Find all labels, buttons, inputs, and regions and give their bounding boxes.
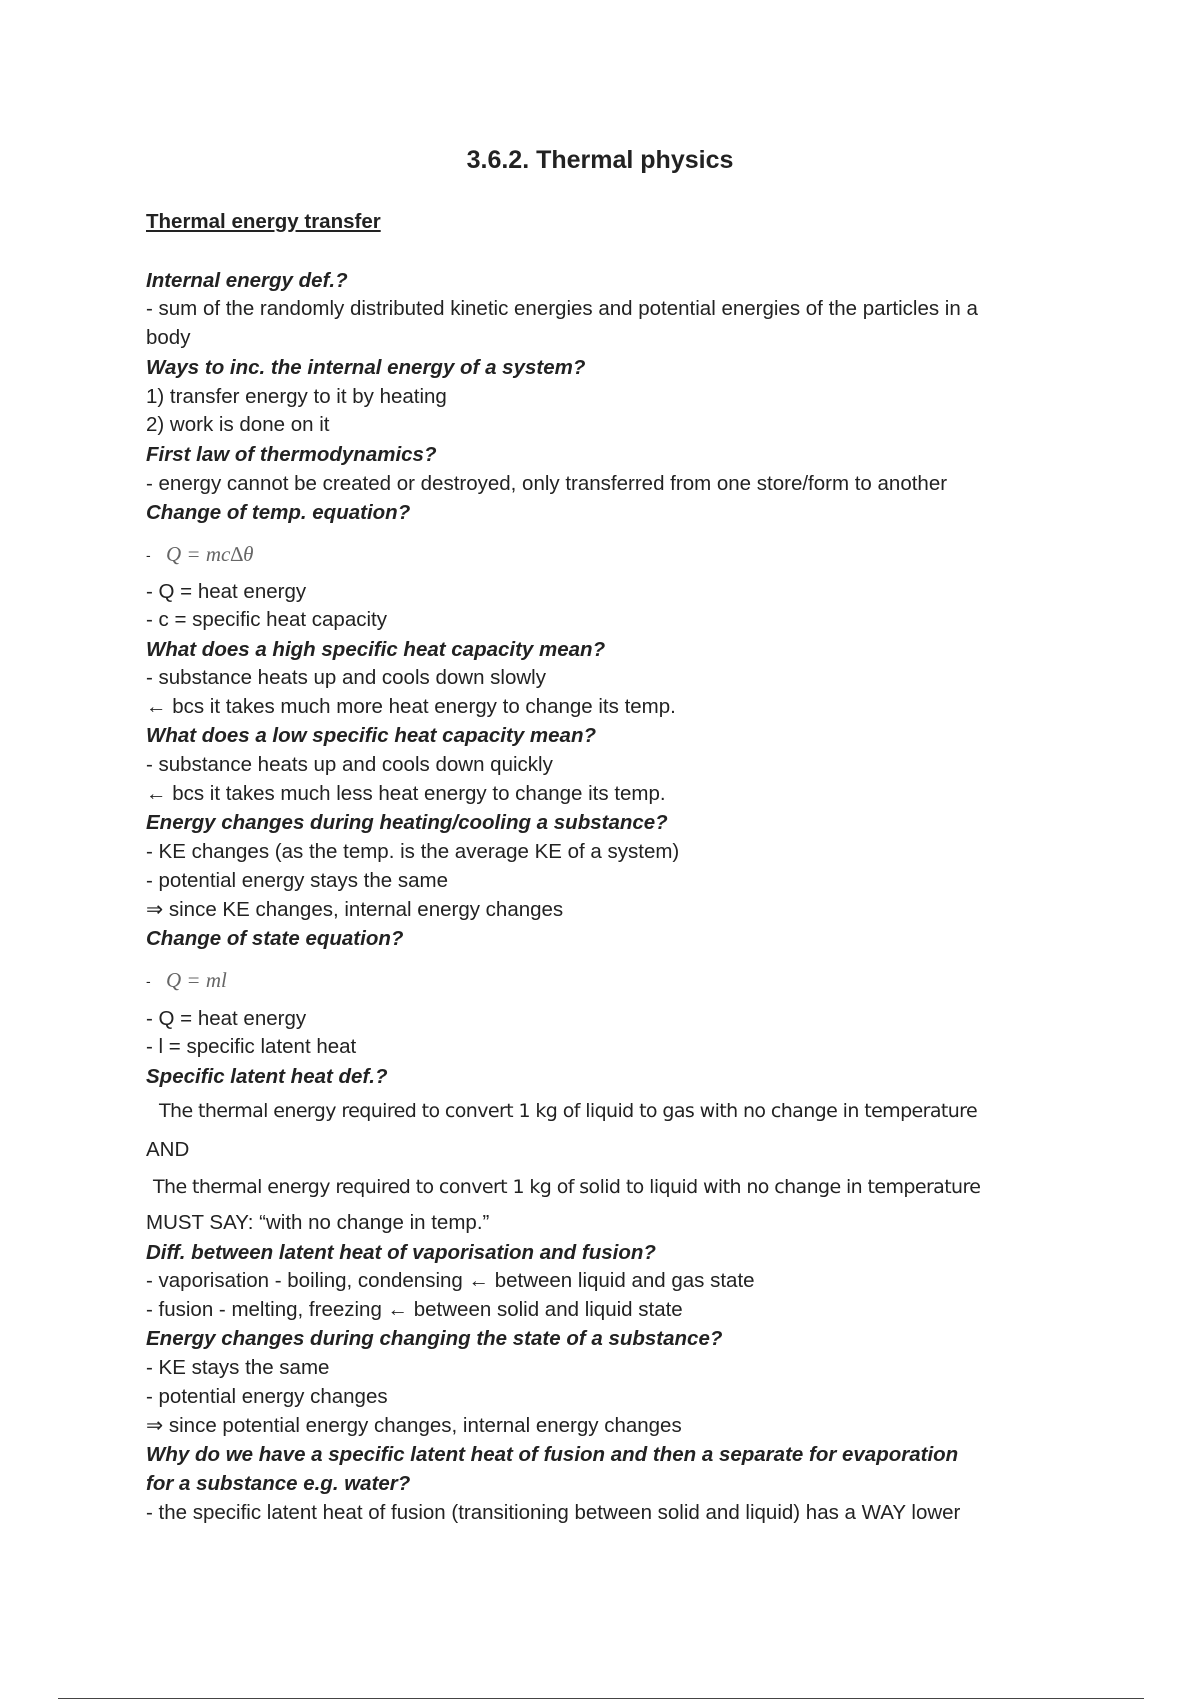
- definition-line: The thermal energy required to convert 1 kg of solid to liquid with no change in temperature: [153, 1176, 981, 1198]
- equation-heat: [146, 541, 254, 568]
- answer-line: 2) work is done on it: [146, 413, 330, 436]
- question-state-change-energy: Energy changes during changing the state of a substance?: [146, 1327, 723, 1350]
- question-heating-cooling: Energy changes during heating/cooling a substance?: [146, 811, 668, 834]
- equation-text: Q = ml: [166, 968, 227, 992]
- question-fusion-evaporation-cont: for a substance e.g. water?: [146, 1472, 411, 1495]
- question-latent-def: Specific latent heat def.?: [146, 1065, 388, 1088]
- equation-latent: [146, 967, 227, 994]
- answer-line: - c = specific heat capacity: [146, 608, 387, 631]
- answer-line: - l = specific latent heat: [146, 1035, 357, 1058]
- question-internal-energy: Internal energy def.?: [146, 269, 348, 292]
- question-low-shc: What does a low specific heat capacity mean?: [146, 724, 596, 747]
- answer-line: AND: [146, 1138, 190, 1161]
- question-high-shc: What does a high specific heat capacity mean?: [146, 638, 606, 661]
- answer-line: - substance heats up and cools down slowly: [146, 666, 546, 689]
- answer-line: 1) transfer energy to it by heating: [146, 385, 447, 408]
- answer-line: ← bcs it takes much more heat energy to change its temp.: [146, 695, 676, 718]
- answer-line: - Q = heat energy: [146, 580, 307, 603]
- answer-line: - Q = heat energy: [146, 1007, 307, 1030]
- question-state-equation: Change of state equation?: [146, 927, 404, 950]
- answer-line: ⇒ since potential energy changes, internal energy changes: [146, 1414, 682, 1437]
- question-vaporisation-fusion: Diff. between latent heat of vaporisation and fusion?: [146, 1241, 656, 1264]
- page-title: 3.6.2. Thermal physics: [466, 146, 734, 174]
- answer-line: - vaporisation - boiling, condensing ← between liquid and gas state: [146, 1269, 755, 1292]
- answer-line: - KE changes (as the temp. is the average KE of a system): [146, 840, 680, 863]
- answer-line: body: [146, 326, 191, 349]
- answer-line: - energy cannot be created or destroyed, only transferred from one store/form to another: [146, 472, 948, 495]
- question-temp-equation: Change of temp. equation?: [146, 501, 411, 524]
- answer-line: - potential energy changes: [146, 1385, 388, 1408]
- answer-line: - fusion - melting, freezing ← between solid and liquid state: [146, 1298, 683, 1321]
- question-fusion-evaporation: Why do we have a specific latent heat of fusion and then a separate for evaporation: [146, 1443, 959, 1466]
- answer-line: - potential energy stays the same: [146, 869, 448, 892]
- equation-bullet: -: [146, 973, 151, 989]
- page-bottom-rule: [58, 1698, 1144, 1699]
- answer-line: - the specific latent heat of fusion (transitioning between solid and liquid) has a WAY lower: [146, 1501, 961, 1524]
- equation-text: Q = mc∆θ: [166, 542, 254, 566]
- definition-line: The thermal energy required to convert 1 kg of liquid to gas with no change in temperature: [159, 1100, 978, 1122]
- answer-line: ← bcs it takes much less heat energy to change its temp.: [146, 782, 666, 805]
- question-first-law: First law of thermodynamics?: [146, 443, 437, 466]
- equation-bullet: -: [146, 547, 151, 563]
- answer-line: - substance heats up and cools down quickly: [146, 753, 553, 776]
- answer-line: - KE stays the same: [146, 1356, 330, 1379]
- section-heading: Thermal energy transfer: [146, 210, 381, 233]
- question-ways-increase: Ways to inc. the internal energy of a system?: [146, 356, 586, 379]
- answer-line: ⇒ since KE changes, internal energy changes: [146, 898, 564, 921]
- answer-line: MUST SAY: “with no change in temp.”: [146, 1211, 490, 1234]
- answer-line: - sum of the randomly distributed kinetic energies and potential energies of the particles in a: [146, 297, 978, 320]
